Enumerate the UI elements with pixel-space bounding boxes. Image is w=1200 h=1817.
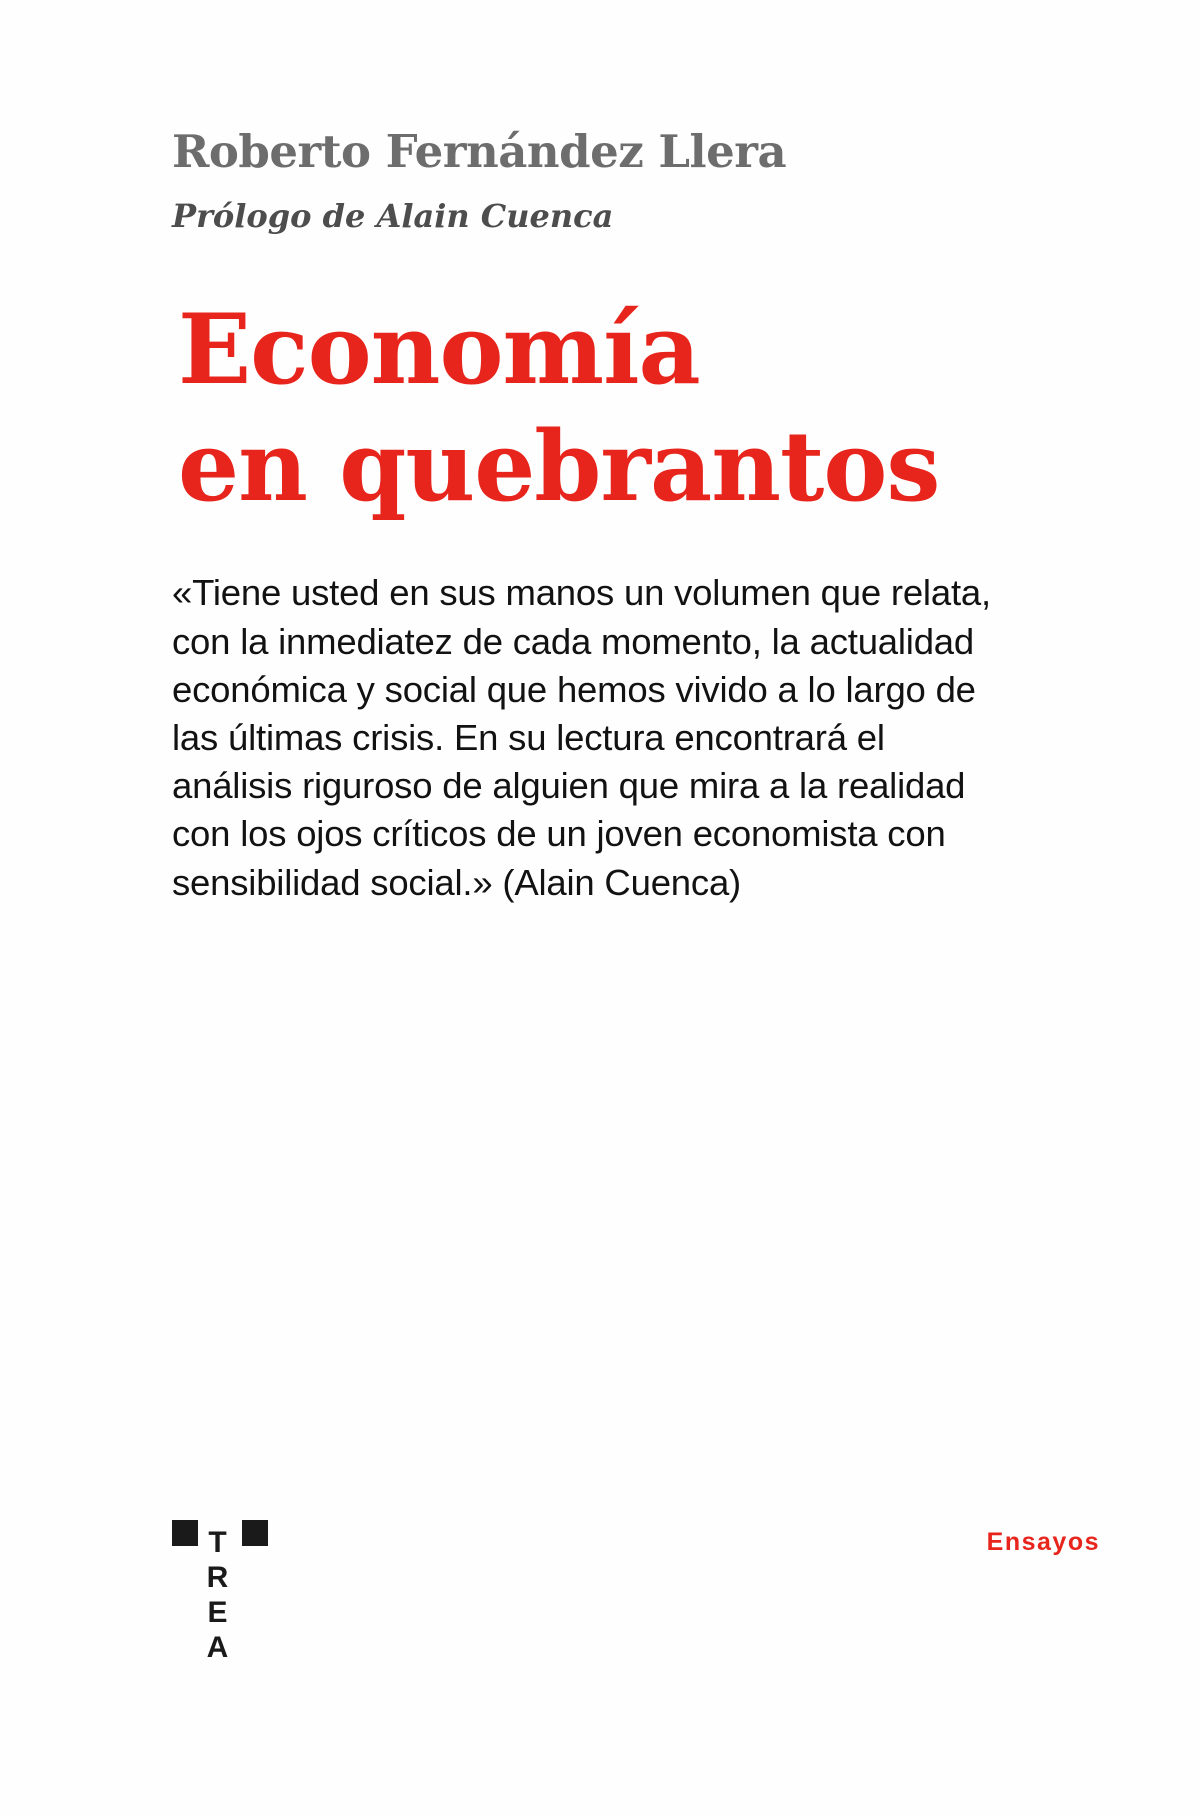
book-title: [172, 291, 1042, 525]
prologue-credit: Prólogo de Alain Cuenca: [172, 197, 614, 236]
publisher-logo: [172, 1520, 292, 1670]
cover-blurb: «Tiene usted en sus manos un volumen que relata, con la inmediatez de cada momento, la actualidad económica y social que hemos vivido a lo largo de las últimas crisis. En su lectura encontrará el análisis riguroso de alguien que mira a la realidad con los ojos críticos de un joven economista con sensibilidad social.» (Alain Cuenca): [172, 572, 991, 903]
logo-square-right: [242, 1520, 268, 1546]
cover-text-block: [172, 0, 1042, 907]
author-name: Roberto Fernández Llera: [172, 125, 787, 178]
publisher-name: TREA: [201, 1526, 234, 1666]
collection-label: Ensayos: [986, 1528, 1100, 1556]
book-title-line-1: Economía: [178, 293, 700, 407]
book-title-line-2: en quebrantos: [178, 410, 940, 524]
logo-square-left: [172, 1520, 198, 1546]
